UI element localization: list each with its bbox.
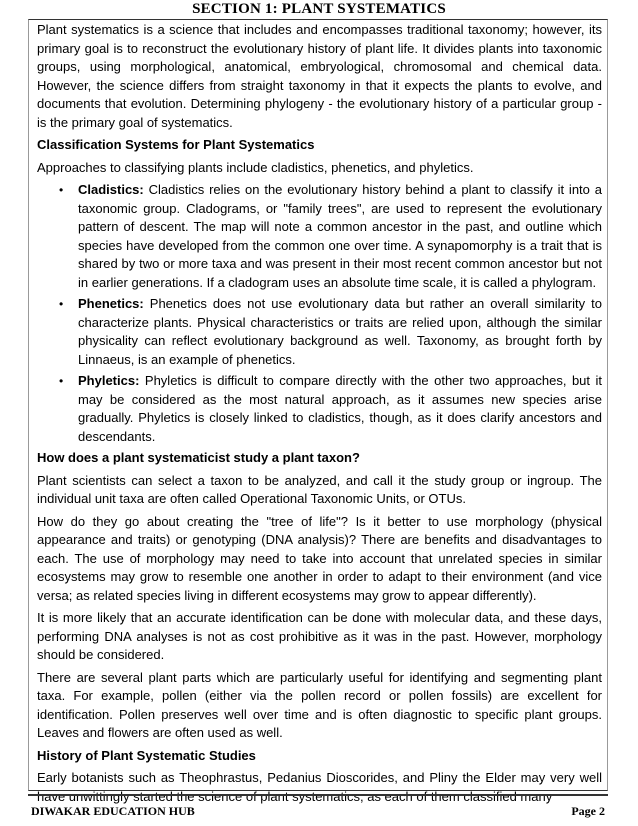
- term-label: Phenetics:: [78, 296, 144, 311]
- term-description: Cladistics relies on the evolutionary history behind a plant to classify it into a taxonomic group. Cladograms, or "family trees", are used to represent the evolutionary pattern of descent. The map will note a common ancestor in the past, and outline which species have developed from the common one over time. A synapomorphy is a trait that is shared by two or more taxa and was present in their most recent common ancestor but not in earlier generations. If a cladogram uses an absolute time scale, it is called a phylogram.: [78, 182, 602, 290]
- term-description: Phenetics does not use evolutionary data but rather an overall similarity to characterize plants. Physical characteristics or traits are relied upon, although the similar physicality can reflect evolutionary background as well. Taxonomy, as brought forth by Linnaeus, is an example of phenetics.: [78, 296, 602, 367]
- section-title: SECTION 1: PLANT SYSTEMATICS: [192, 1, 446, 17]
- study-paragraph: How do they go about creating the "tree of life"? Is it better to use morphology (physical appearance and traits) or genotyping (DNA analysis)? There are benefits and disadvantages to each. The use of morphology may need to take into account that unrelated species in similar ecosystems may grow to resemble one another in order to adapt to their environment (and vice versa; as related species living in different ecosystems may grow to appear differently).: [37, 513, 602, 603]
- term-label: Phyletics:: [78, 373, 140, 388]
- page-number: Page 2: [571, 804, 605, 818]
- term-label: Cladistics:: [78, 182, 144, 197]
- bullet-icon: •: [59, 374, 64, 388]
- classification-lead: Approaches to classifying plants include cladistics, phenetics, and phyletics.: [37, 159, 474, 175]
- classification-list: [37, 181, 602, 446]
- document-body: [37, 21, 602, 810]
- history-heading: History of Plant Systematic Studies: [37, 747, 256, 763]
- study-paragraph: There are several plant parts which are particularly useful for identifying and segmenting plant taxa. For example, pollen (either via the pollen record or pollen fossils) are excellent for identification. Pollen preserves well over time and is often diagnostic to specific plant groups. Leaves and flowers are often used as well.: [37, 669, 602, 740]
- intro-paragraph: Plant systematics is a science that includes and encompasses traditional taxonomy; however, its primary goal is to reconstruct the evolutionary history of plant life. It divides plants into taxonomic groups, using morphological, anatomical, embryological, chromosomal and chemical data. However, the science differs from straight taxonomy in that it expects the plants to evolve, and documents that evolution. Determining phylogeny - the evolutionary history of a particular group - is the primary goal of systematics.: [37, 22, 602, 130]
- study-paragraph: Plant scientists can select a taxon to be analyzed, and call it the study group or ingroup. The individual unit taxa are often called Operational Taxonomic Units, or OTUs.: [37, 472, 602, 506]
- footer-publisher: DIWAKAR EDUCATION HUB: [31, 804, 195, 818]
- list-item-cladistics: [59, 181, 602, 292]
- bullet-icon: •: [59, 183, 64, 197]
- bullet-icon: •: [59, 297, 64, 311]
- list-item-phenetics: [59, 295, 602, 369]
- study-paragraph: It is more likely that an accurate identification can be done with molecular data, and these days, performing DNA analyses is not as cost prohibitive as it was in the past. However, morphology should be considered.: [37, 610, 602, 662]
- list-item-phyletics: [59, 372, 602, 446]
- term-description: Phyletics is difficult to compare directly with the other two approaches, but it may be considered as the most natural approach, as it assumes new species arise gradually. Phyletics is closely linked to cladistics, though, as it does clarify ancestors and descendants.: [78, 373, 602, 444]
- classification-heading: Classification Systems for Plant Systematics: [37, 137, 315, 152]
- history-paragraph: Early botanists such as Theophrastus, Pedanius Dioscorides, and Pliny the Elder may very well have unwittingly started the science of plant systematics, as each of them classified many: [37, 770, 602, 804]
- footer-divider: [28, 794, 608, 796]
- study-heading: How does a plant systematicist study a plant taxon?: [37, 450, 360, 465]
